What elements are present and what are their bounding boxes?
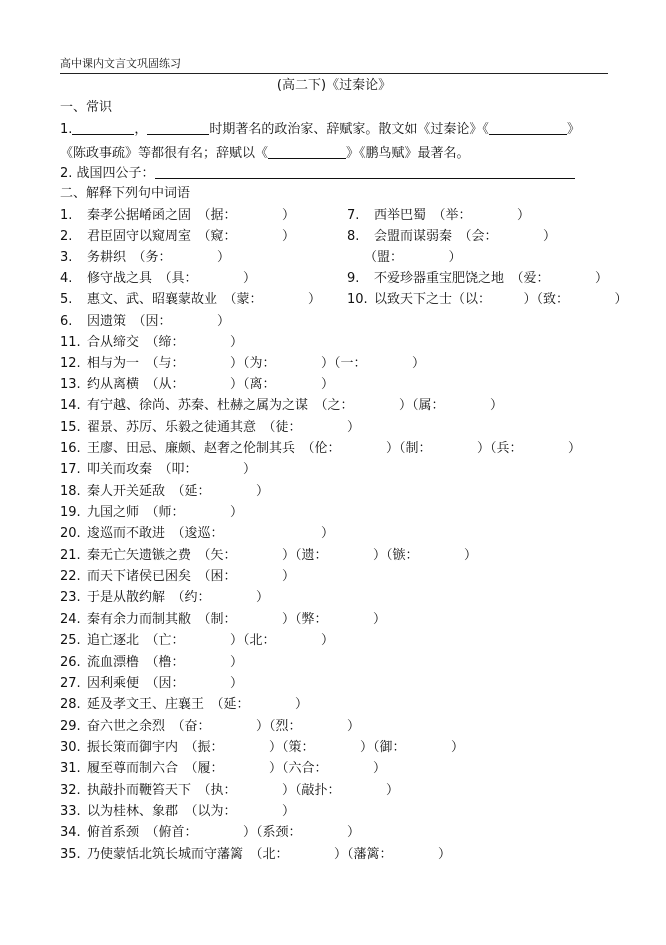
- item-number: 13.: [60, 377, 81, 392]
- item-text: 追亡逐北 （亡： ）（北： ）: [87, 633, 335, 648]
- question-1-separator: ，: [134, 122, 148, 137]
- item-number: 29.: [60, 719, 81, 734]
- item-text: 因遗策 （因： ）: [87, 314, 231, 329]
- item-text: 会盟而谋弱秦 （会： ）: [374, 229, 557, 244]
- blank-fu-title[interactable]: [268, 145, 346, 159]
- blank-four-lords[interactable]: [155, 165, 575, 179]
- item-number: 19.: [60, 505, 81, 520]
- item-number: 9.: [347, 271, 360, 286]
- item-number: 27.: [60, 676, 81, 691]
- blank-author-name[interactable]: [72, 121, 134, 135]
- item-number: 20.: [60, 526, 81, 541]
- item-number: 16.: [60, 441, 81, 456]
- item-text: 务耕织 （务： ）: [87, 250, 231, 265]
- question-2-label: 2. 战国四公子：: [60, 166, 155, 181]
- item-text: 修守战之具 （具： ）: [87, 271, 257, 286]
- item-number: 14.: [60, 398, 81, 413]
- item-text: 而天下诸侯已困矣 （困： ）: [87, 569, 296, 584]
- question-1-text-b: 》: [566, 122, 580, 137]
- item-text: 于是从散约解 （约： ）: [87, 590, 270, 605]
- question-1-text-d: 》《鹏鸟赋》最著名。: [346, 146, 470, 161]
- document-title: (高二下)《过秦论》: [276, 78, 392, 93]
- item-number: 23.: [60, 590, 81, 605]
- item-text: 秦人开关延敌 （延： ）: [87, 484, 270, 499]
- question-1-line2: [60, 145, 470, 162]
- item-text: 惠文、武、昭襄蒙故业 （蒙： ）: [87, 292, 322, 307]
- item-number: 1.: [60, 208, 73, 223]
- item-number: 3.: [60, 250, 73, 265]
- item-text: 以致天下之士（以： ）（致： ）: [374, 292, 628, 307]
- item-text: 流血漂橹 （橹： ）: [87, 655, 244, 670]
- item-number: 32.: [60, 783, 81, 798]
- question-2-line: [60, 165, 575, 182]
- item-number: 12.: [60, 356, 81, 371]
- item-text: 秦孝公据崤函之固 （据： ）: [87, 208, 296, 223]
- item-text: 执敲扑而鞭笞天下 （执： ）（敲扑： ）: [87, 783, 400, 798]
- item-number: 30.: [60, 740, 81, 755]
- question-1-text-a: 时期著名的政治家、辞赋家。散文如《过秦论》《: [209, 122, 489, 137]
- item-number: 31.: [60, 761, 81, 776]
- item-number: 34.: [60, 825, 81, 840]
- item-number: 22.: [60, 569, 81, 584]
- item-text: 振长策而御宇内 （振： ）（策： ）（御： ）: [87, 740, 465, 755]
- item-text: 合从缔交 （缔： ）: [87, 335, 244, 350]
- item-number: 33.: [60, 804, 81, 819]
- item-number: 21.: [60, 548, 81, 563]
- item-text: 君臣固守以窥周室 （窥： ）: [87, 229, 296, 244]
- item-number: 17.: [60, 462, 81, 477]
- item-text: 履至尊而制六合 （履： ）（六合： ）: [87, 761, 387, 776]
- item-text: 乃使蒙恬北筑长城而守藩篱 （北： ）（藩篱： ）: [87, 847, 452, 862]
- item-number: 5.: [60, 292, 73, 307]
- item-number: 15.: [60, 420, 81, 435]
- item-text: 王廖、田忌、廉颇、赵奢之伦制其兵 （伦： ）（制： ）（兵： ）: [87, 441, 582, 456]
- item-text: 奋六世之余烈 （奋： ）（烈： ）: [87, 719, 361, 734]
- item-text: 逡巡而不敢进 （逡巡： ）: [87, 526, 335, 541]
- item-number: 25.: [60, 633, 81, 648]
- item-text: 因利乘便 （因： ）: [87, 676, 244, 691]
- item-number: 26.: [60, 655, 81, 670]
- item-number: 28.: [60, 697, 81, 712]
- item-text: 延及孝文王、庄襄王 （延： ）: [87, 697, 309, 712]
- item-number: 8.: [347, 229, 360, 244]
- item-text: 翟景、苏厉、乐毅之徒通其意 （徒： ）: [87, 420, 361, 435]
- item-number: 10.: [347, 292, 368, 307]
- blank-essay-title[interactable]: [489, 121, 567, 135]
- item-number: 11.: [60, 335, 81, 350]
- item-number: 4.: [60, 271, 73, 286]
- blank-dynasty[interactable]: [147, 121, 209, 135]
- item-text: 相与为一 （与： ）（为： ）（一： ）: [87, 356, 426, 371]
- section2-heading: 二、解释下列句中词语: [60, 186, 191, 201]
- item-text: 九国之师 （师： ）: [87, 505, 244, 520]
- item-text: 西举巴蜀 （举： ）: [374, 208, 531, 223]
- question-1-line1: [60, 121, 580, 138]
- item-text: 秦有余力而制其敝 （制： ）（弊： ）: [87, 612, 387, 627]
- question-1-number: 1.: [60, 122, 73, 137]
- page-header: 高中课内文言文巩固练习: [60, 57, 181, 70]
- item-text: （盟： ）: [364, 250, 462, 265]
- item-text: 以为桂林、象郡 （以为： ）: [87, 804, 296, 819]
- item-number: 7.: [347, 208, 360, 223]
- item-text: 约从离横 （从： ）（离： ）: [87, 377, 335, 392]
- item-text: 俯首系颈 （俯首： ）（系颈： ）: [87, 825, 361, 840]
- item-text: 叩关而攻秦 （叩： ）: [87, 462, 257, 477]
- item-number: 35.: [60, 847, 81, 862]
- item-text: 秦无亡矢遗镞之费 （矢： ）（遗： ）（镞： ）: [87, 548, 478, 563]
- item-number: 24.: [60, 612, 81, 627]
- question-1-text-c: 《陈政事疏》等都很有名；辞赋以《: [60, 146, 269, 161]
- item-number: 6.: [60, 314, 73, 329]
- header-divider: [60, 73, 608, 74]
- item-text: 不爱珍器重宝肥饶之地 （爱： ）: [374, 271, 609, 286]
- item-number: 18.: [60, 484, 81, 499]
- section1-heading: 一、常识: [60, 100, 113, 115]
- item-text: 有宁越、徐尚、苏秦、杜赫之属为之谋 （之： ）（属： ）: [87, 398, 504, 413]
- item-number: 2.: [60, 229, 73, 244]
